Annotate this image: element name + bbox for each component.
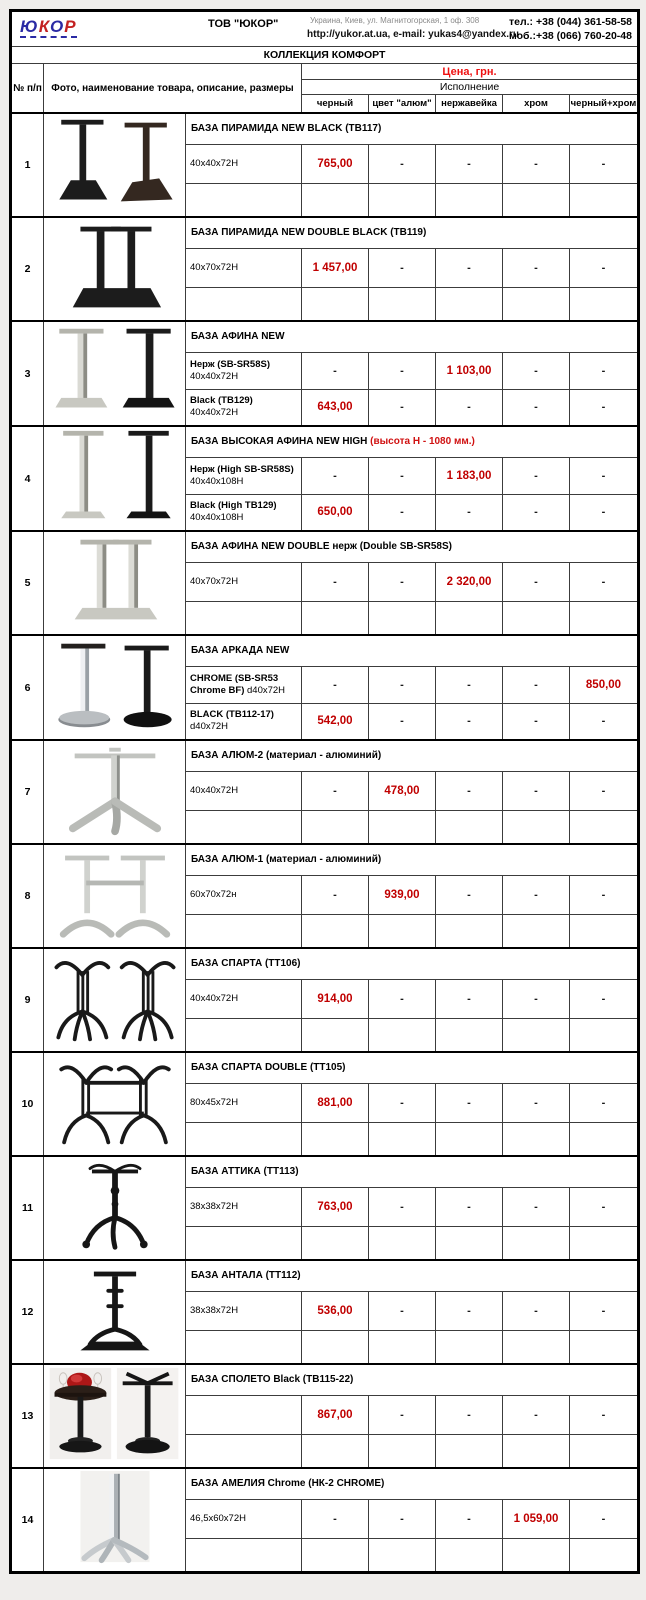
product-title-text: БАЗА АРКАДА NEW [191,645,290,657]
price-cell-stainless: - [436,875,503,914]
price-cell-alum: 939,00 [369,875,436,914]
product-block-6 [11,635,639,740]
price-cell-black-chrome: - [570,979,639,1018]
price-cell-black: 763,00 [302,1187,369,1226]
product-photo-arcade-pair [44,635,186,740]
product-variant-desc [186,601,302,635]
price-cell-black-chrome: - [570,1499,639,1538]
product-variant-desc [186,287,302,321]
product-title [186,1052,639,1083]
price-cell-black-chrome: - [570,1395,639,1434]
price-cell-black [302,1122,369,1156]
product-title-text: БАЗА АЛЮМ-2 (материал - алюминий) [191,750,382,762]
variant-size: 60х70х72н [190,888,237,900]
afina-tall-pair-icon [47,428,183,524]
price-cell-black [302,810,369,844]
price-cell-stainless [436,1330,503,1364]
variant-size: 40х40х72Н [190,784,239,796]
price-cell-chrome: - [503,666,570,703]
price-cell-stainless: - [436,144,503,183]
variant-size: 40х40х72Н [190,407,239,419]
price-cell-stainless [436,914,503,948]
product-photo-sparta-pair [44,948,186,1052]
price-cell-alum: - [369,352,436,389]
price-cell-chrome [503,601,570,635]
product-variant-desc [186,183,302,217]
product-variant-desc [186,771,302,810]
price-cell-alum [369,810,436,844]
price-cell-stainless [436,183,503,217]
price-cell-black-chrome [570,183,639,217]
product-title [186,635,639,666]
product-number: 8 [11,844,44,948]
price-cell-black-chrome: - [570,1187,639,1226]
product-photo-attika [44,1156,186,1260]
price-cell-black [302,1330,369,1364]
product-number: 10 [11,1052,44,1156]
price-cell-alum: - [369,1291,436,1330]
logo-letter: К [38,17,50,36]
product-block-11 [11,1156,639,1260]
price-cell-alum: - [369,562,436,601]
price-cell-black-chrome: - [570,389,639,426]
product-variant-desc [186,1018,302,1052]
product-block-4 [11,426,639,531]
variant-name: Нерж (SB-SR58S) [190,358,270,370]
price-cell-black: - [302,875,369,914]
product-photo-pyramid-double [44,217,186,321]
product-variant-desc [186,144,302,183]
price-cell-black [302,183,369,217]
price-cell-black: 542,00 [302,703,369,740]
price-cell-stainless [436,1226,503,1260]
variant-size: 40х70х72Н [190,261,239,273]
product-variant-desc [186,1538,302,1572]
product-block-5 [11,531,639,635]
price-cell-chrome: - [503,1395,570,1434]
price-cell-chrome [503,183,570,217]
price-cell-stainless [436,1538,503,1572]
price-cell-black-chrome: - [570,144,639,183]
sparta-pair-icon [47,950,183,1046]
price-cell-black-chrome: - [570,1291,639,1330]
variant-size: 46,5х60х72Н [190,1512,246,1524]
price-cell-black-chrome [570,810,639,844]
product-title-text: БАЗА ПИРАМИДА NEW DOUBLE BLACK (ТВ119) [191,227,427,239]
price-cell-alum [369,1226,436,1260]
alum-tripod-icon [47,742,183,838]
price-cell-black [302,1538,369,1572]
price-cell-black-chrome [570,914,639,948]
arcade-pair-icon [47,637,183,733]
product-block-7 [11,740,639,844]
column-header-stainless: нержавейка [436,95,503,114]
product-number: 7 [11,740,44,844]
bar-tables-icon [47,1366,183,1462]
price-cell-black-chrome [570,1538,639,1572]
product-title [186,844,639,875]
column-header-black-chrome: черный+хром [570,95,639,114]
price-cell-black: 650,00 [302,494,369,531]
price-cell-chrome [503,1018,570,1052]
price-cell-chrome [503,914,570,948]
product-variant-desc [186,1499,302,1538]
product-title-text: БАЗА ВЫСОКАЯ АФИНА NEW HIGH [191,436,368,448]
variant-size: 40х40х108Н [190,512,244,524]
product-title-text: БАЗА АНТАЛА (ТТ112) [191,1270,301,1282]
price-cell-chrome [503,1538,570,1572]
variant-size: d40х72Н [190,721,229,733]
pyramid-pair-icon [47,115,183,211]
product-number: 9 [11,948,44,1052]
sparta-double-icon [47,1054,183,1150]
price-cell-chrome: - [503,979,570,1018]
variant-name: Black (ТВ129) [190,395,253,407]
variant-size: 38х38х72Н [190,1304,239,1316]
company-mobile: моб.:+38 (066) 760-20-48 [509,30,632,42]
price-cell-alum: - [369,248,436,287]
price-cell-black-chrome: - [570,771,639,810]
price-cell-black [302,1226,369,1260]
product-number: 2 [11,217,44,321]
product-title [186,948,639,979]
product-block-10 [11,1052,639,1156]
product-variant-desc [186,666,302,703]
variant-size: 40х40х72Н [190,157,239,169]
product-block-8 [11,844,639,948]
product-variant-desc [186,810,302,844]
product-title-text: БАЗА СПАРТА DOUBLE (ТТ105) [191,1062,346,1074]
variant-name: Нерж (High SB-SR58S) [190,463,294,475]
price-cell-black-chrome [570,287,639,321]
price-cell-chrome: - [503,771,570,810]
product-number: 1 [11,113,44,217]
product-variant-desc [186,703,302,740]
price-cell-alum: - [369,389,436,426]
table-header-block [11,11,639,114]
product-title-text: БАЗА АФИНА NEW DOUBLE нерж (Double SB-SR58S) [191,541,452,553]
price-cell-alum: - [369,1187,436,1226]
product-variant-desc [186,352,302,389]
product-number: 4 [11,426,44,531]
product-title-text: БАЗА ПИРАМИДА NEW BLACK (ТВ117) [191,123,382,135]
product-number: 5 [11,531,44,635]
price-cell-black: - [302,352,369,389]
product-title-note: (высота Н - 1080 мм.) [367,436,475,448]
price-cell-alum: - [369,666,436,703]
price-cell-stainless: - [436,666,503,703]
price-table [9,9,640,1574]
price-cell-stainless: 1 183,00 [436,457,503,494]
price-cell-chrome [503,1226,570,1260]
collection-title: КОЛЛЕКЦИЯ КОМФОРТ [11,47,639,64]
price-cell-black-chrome: - [570,703,639,740]
product-title-text: БАЗА СПАРТА (ТТ106) [191,958,301,970]
afina-pair-icon [47,323,183,419]
variant-size: d40х72Н [247,684,286,696]
column-header-black: черный [302,95,369,114]
variant-size: 40х40х72Н [190,992,239,1004]
price-cell-stainless [436,1434,503,1468]
product-variant-desc [186,914,302,948]
price-cell-chrome: - [503,703,570,740]
price-cell-black-chrome: - [570,352,639,389]
price-cell-black: - [302,457,369,494]
price-cell-chrome [503,1434,570,1468]
product-variant-desc [186,1226,302,1260]
product-variant-desc [186,875,302,914]
product-title [186,113,639,144]
price-cell-chrome: - [503,494,570,531]
product-number: 11 [11,1156,44,1260]
price-cell-chrome: - [503,352,570,389]
company-web-email: http://yukor.at.ua, e-mail: yukas4@yandex.ru [307,29,520,40]
price-cell-chrome: - [503,1083,570,1122]
price-cell-black-chrome: - [570,562,639,601]
company-phone: тел.: +38 (044) 361-58-58 [508,16,632,28]
variant-name: BLACK (ТВ112-17) [190,709,274,721]
price-cell-black: 643,00 [302,389,369,426]
product-number: 14 [11,1468,44,1572]
product-title [186,1468,639,1499]
variant-name: CHROME (SB-SR53 Chrome BF) [190,672,279,696]
price-cell-black: 867,00 [302,1395,369,1434]
price-cell-black-chrome [570,1330,639,1364]
product-number: 6 [11,635,44,740]
antala-icon [47,1262,183,1358]
price-cell-stainless: - [436,979,503,1018]
product-variant-desc [186,1291,302,1330]
price-cell-black-chrome [570,1122,639,1156]
product-variant-desc [186,1330,302,1364]
price-cell-chrome: - [503,562,570,601]
column-header-alum: цвет "алюм" [369,95,436,114]
product-number: 12 [11,1260,44,1364]
price-cell-stainless: - [436,494,503,531]
price-cell-alum: - [369,979,436,1018]
price-cell-chrome [503,1330,570,1364]
price-cell-alum: - [369,1499,436,1538]
product-title [186,321,639,352]
price-cell-alum [369,1538,436,1572]
price-cell-chrome: - [503,457,570,494]
product-photo-antala [44,1260,186,1364]
product-photo-alum-double [44,844,186,948]
product-variant-desc [186,1083,302,1122]
price-cell-stainless: - [436,1291,503,1330]
yukor-logo [20,18,77,38]
product-photo-alum-tripod [44,740,186,844]
product-block-9 [11,948,639,1052]
price-cell-stainless: - [436,1083,503,1122]
price-cell-chrome: - [503,1187,570,1226]
price-cell-black: 536,00 [302,1291,369,1330]
price-cell-alum: - [369,457,436,494]
price-cell-alum: - [369,703,436,740]
company-header-row [11,11,639,47]
attika-icon [47,1158,183,1254]
product-variant-desc [186,1434,302,1468]
product-title-text: БАЗА АЛЮМ-1 (материал - алюминий) [191,854,382,866]
column-header-num: № п/п [11,64,44,114]
price-cell-black-chrome [570,1226,639,1260]
price-cell-stainless: - [436,248,503,287]
price-cell-alum: - [369,144,436,183]
price-cell-stainless: - [436,1187,503,1226]
price-cell-chrome: - [503,389,570,426]
product-variant-desc [186,1122,302,1156]
price-cell-alum: - [369,494,436,531]
price-cell-black: 1 457,00 [302,248,369,287]
price-cell-stainless [436,601,503,635]
chrome-bar-icon [47,1469,183,1565]
price-cell-stainless: 1 103,00 [436,352,503,389]
logo-letter: Ю [20,17,39,36]
product-variant-desc [186,389,302,426]
price-cell-alum [369,914,436,948]
product-title-text: БАЗА СПОЛЕТО Black (ТВ115-22) [191,1374,354,1386]
product-photo-bar-tables [44,1364,186,1468]
variant-size: 40х40х72Н [190,370,239,382]
price-cell-black [302,1018,369,1052]
product-block-12 [11,1260,639,1364]
price-cell-black-chrome: - [570,494,639,531]
pyramid-double-icon [47,219,183,315]
logo-letter: О [49,17,65,36]
product-title [186,426,639,457]
product-photo-chrome-bar [44,1468,186,1572]
company-name: ТОВ "ЮКОР" [208,18,279,30]
price-cell-black-chrome: - [570,248,639,287]
price-cell-black-chrome: 850,00 [570,666,639,703]
price-cell-chrome: - [503,144,570,183]
price-cell-black: - [302,562,369,601]
price-cell-black: 881,00 [302,1083,369,1122]
price-cell-black: - [302,1499,369,1538]
product-title [186,1260,639,1291]
column-header-photo: Фото, наименование товара, описание, размеры [44,64,302,114]
price-cell-black-chrome [570,1018,639,1052]
product-block-14 [11,1468,639,1572]
column-header-price: Цена, грн. [302,64,639,80]
product-photo-pyramid-pair [44,113,186,217]
variant-size: 38х38х72Н [190,1200,239,1212]
product-photo-sparta-double [44,1052,186,1156]
price-cell-black-chrome: - [570,875,639,914]
price-cell-stainless: - [436,1499,503,1538]
product-block-3 [11,321,639,426]
price-cell-black [302,914,369,948]
price-cell-stainless: - [436,703,503,740]
product-title [186,217,639,248]
price-cell-black: 914,00 [302,979,369,1018]
price-cell-black [302,1434,369,1468]
price-cell-black: - [302,666,369,703]
variant-size: 40х40х108Н [190,475,244,487]
column-header-chrome: хром [503,95,570,114]
price-cell-alum [369,1330,436,1364]
price-cell-alum: - [369,1395,436,1434]
product-title [186,531,639,562]
price-cell-stainless: - [436,389,503,426]
variant-size: 40х70х72Н [190,575,239,587]
variant-size: 80х45х72Н [190,1096,239,1108]
product-variant-desc [186,494,302,531]
product-title [186,1156,639,1187]
product-title [186,1364,639,1395]
price-cell-black-chrome [570,601,639,635]
price-cell-black [302,601,369,635]
price-cell-alum [369,601,436,635]
product-block-1 [11,113,639,217]
price-cell-alum [369,1018,436,1052]
price-cell-alum [369,183,436,217]
product-title-text: БАЗА АТТИКА (ТТ113) [191,1166,299,1178]
price-cell-chrome: - [503,248,570,287]
product-number: 3 [11,321,44,426]
product-title [186,740,639,771]
price-cell-alum [369,287,436,321]
price-cell-alum: 478,00 [369,771,436,810]
price-cell-alum [369,1434,436,1468]
product-variant-desc [186,248,302,287]
price-cell-chrome: - [503,875,570,914]
price-cell-stainless [436,287,503,321]
variant-name: Black (High ТВ129) [190,500,277,512]
product-photo-afina-tall-pair [44,426,186,531]
price-cell-stainless [436,1122,503,1156]
price-cell-alum: - [369,1083,436,1122]
product-variant-desc [186,1187,302,1226]
price-cell-black-chrome: - [570,1083,639,1122]
price-cell-alum [369,1122,436,1156]
price-cell-stainless: 2 320,00 [436,562,503,601]
price-cell-black-chrome [570,1434,639,1468]
product-variant-desc [186,1395,302,1434]
product-variant-desc [186,979,302,1018]
column-header-variant: Исполнение [302,80,639,95]
price-cell-stainless [436,1018,503,1052]
afina-double-icon [47,533,183,629]
price-cell-black: - [302,771,369,810]
alum-double-icon [47,846,183,942]
price-cell-stainless: - [436,1395,503,1434]
product-block-13 [11,1364,639,1468]
price-cell-black [302,287,369,321]
product-variant-desc [186,562,302,601]
product-title-text: БАЗА АФИНА NEW [191,331,285,343]
product-number: 13 [11,1364,44,1468]
price-cell-black-chrome: - [570,457,639,494]
price-cell-black: 765,00 [302,144,369,183]
price-cell-chrome [503,1122,570,1156]
company-address: Украина, Киев, ул. Магнитогорская, 1 оф. 308 [310,16,480,25]
price-cell-chrome [503,287,570,321]
product-variant-desc [186,457,302,494]
product-title-text: БАЗА АМЕЛИЯ Chrome (НК-2 CHROME) [191,1478,385,1490]
price-cell-chrome [503,810,570,844]
product-photo-afina-pair [44,321,186,426]
price-cell-stainless [436,810,503,844]
price-cell-stainless: - [436,771,503,810]
price-cell-chrome: - [503,1291,570,1330]
logo-letter: Р [64,17,77,36]
price-cell-chrome: 1 059,00 [503,1499,570,1538]
product-photo-afina-double [44,531,186,635]
product-block-2 [11,217,639,321]
